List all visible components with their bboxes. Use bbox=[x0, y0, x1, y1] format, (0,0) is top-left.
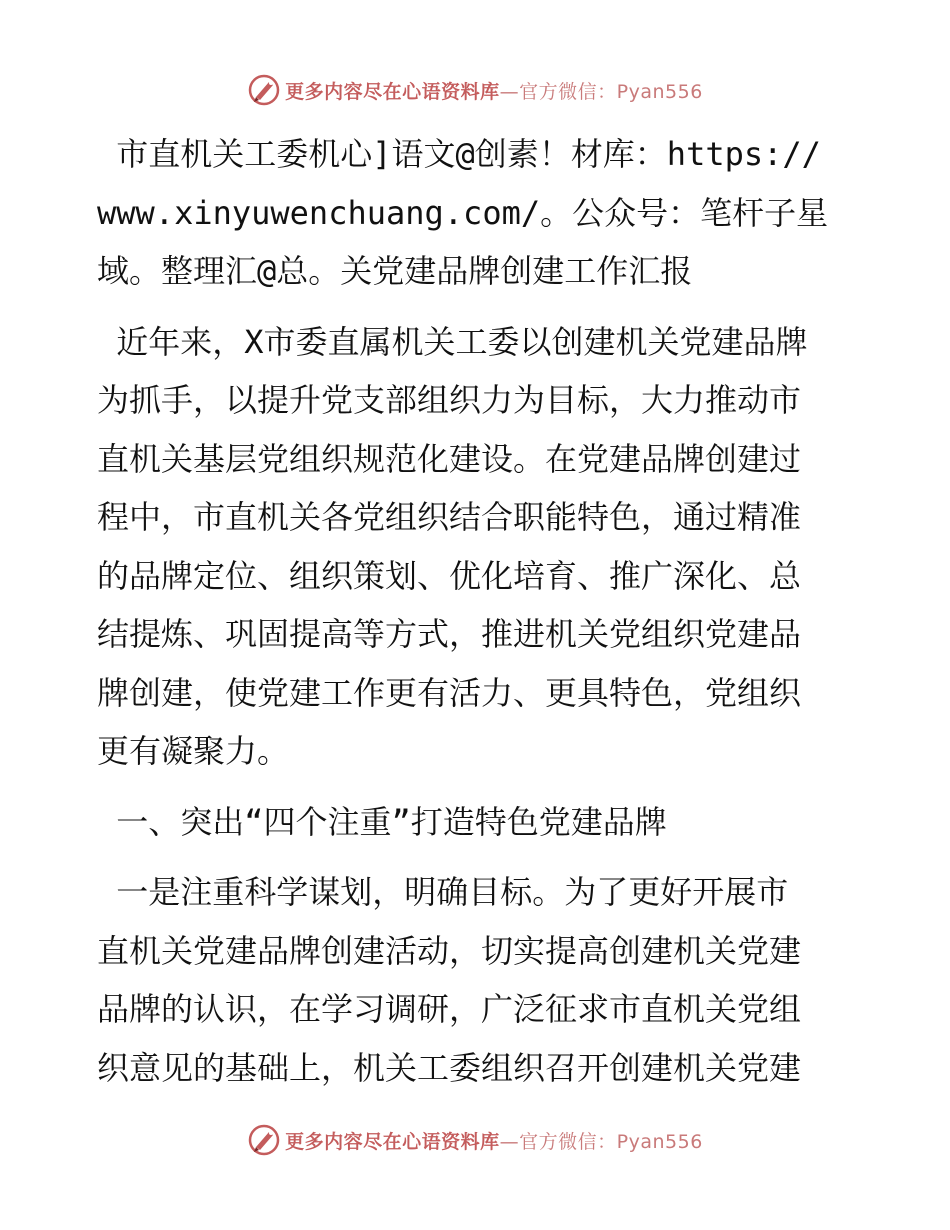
intro-line: 程中，市直机关各党组织结合职能特色，通过精准 bbox=[97, 498, 802, 536]
point-line: 直机关党建品牌创建活动，切实提高创建机关党建 bbox=[97, 931, 802, 970]
intro-line: 为抓手，以提升党支部组织力为目标，大力推动市 bbox=[97, 381, 802, 419]
pen-logo-icon bbox=[247, 1123, 281, 1157]
intro-line: 近年来，X市委直属机关工委以创建机关党建品牌 bbox=[97, 322, 808, 361]
banner-separator: — bbox=[499, 1130, 520, 1153]
point-line: 一是注重科学谋划，明确目标。为了更好开展市 bbox=[97, 873, 789, 911]
banner-text bbox=[285, 77, 703, 104]
section-heading: 一、突出“四个注重”打造特色党建品牌 bbox=[97, 802, 667, 841]
document-body bbox=[97, 125, 857, 1109]
header-watermark-banner bbox=[0, 70, 950, 110]
banner-separator: — bbox=[499, 80, 520, 103]
banner-main-text: 更多内容尽在心语资料库 bbox=[285, 80, 500, 103]
point-paragraph bbox=[97, 863, 857, 1097]
intro-line: 直机关基层党组织规范化建设。在党建品牌创建过 bbox=[97, 439, 802, 478]
banner-wechat-text: 官方微信：Pyan556 bbox=[519, 80, 703, 103]
banner-main-text: 更多内容尽在心语资料库 bbox=[285, 1130, 500, 1153]
title-line: 域。整理汇@总。关党建品牌创建工作汇报 bbox=[97, 252, 693, 290]
footer-watermark-banner bbox=[0, 1120, 950, 1160]
point-line: 织意见的基础上，机关工委组织召开创建机关党建 bbox=[97, 1048, 802, 1087]
document-title bbox=[97, 125, 857, 301]
pen-logo-icon bbox=[247, 73, 281, 107]
intro-line: 牌创建，使党建工作更有活力、更具特色，党组织 bbox=[97, 673, 802, 712]
title-line: www.xinyuwenchuang.com/。公众号：笔杆子星 bbox=[97, 193, 829, 232]
banner-text bbox=[285, 1127, 703, 1154]
intro-line: 结提炼、巩固提高等方式，推进机关党组织党建品 bbox=[97, 615, 802, 653]
banner-wechat-text: 官方微信：Pyan556 bbox=[519, 1130, 703, 1153]
intro-line: 更有凝聚力。 bbox=[97, 732, 290, 770]
intro-line: 的品牌定位、组织策划、优化培育、推广深化、总 bbox=[97, 556, 802, 595]
point-line: 品牌的认识，在学习调研，广泛征求市直机关党组 bbox=[97, 990, 802, 1028]
title-line: 市直机关工委机心]语文@创素！材库：https:// bbox=[97, 135, 821, 173]
intro-paragraph bbox=[97, 313, 857, 781]
